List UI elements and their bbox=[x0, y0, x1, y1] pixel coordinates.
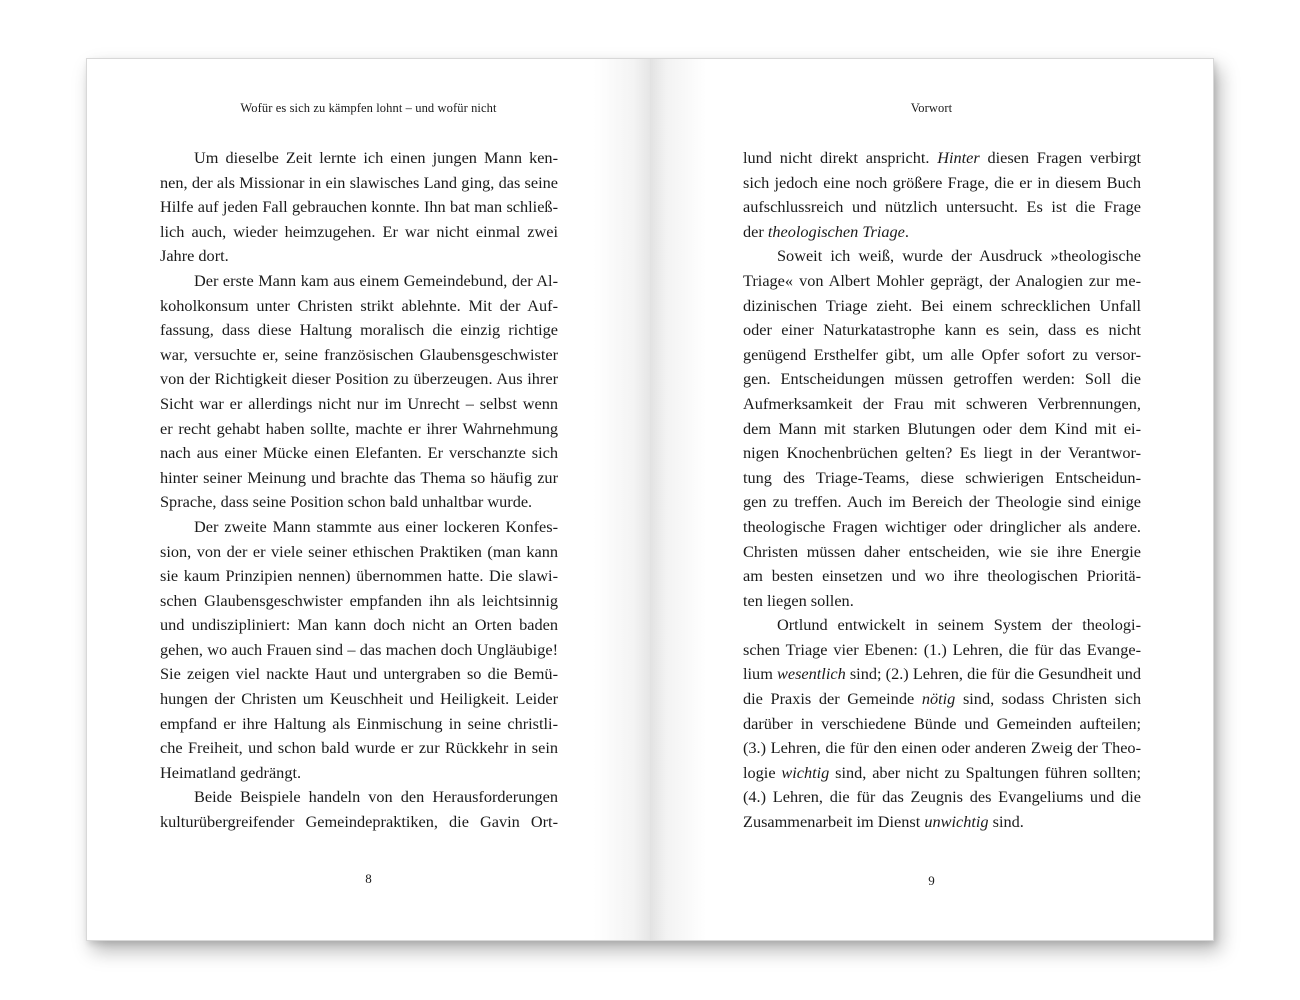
text-line: hinter seiner Meinung und brachte das Thema so häufig zur bbox=[160, 467, 558, 487]
text-line: koholkonsum unter Christen strikt ablehnte. Mit der Auf- bbox=[160, 295, 558, 315]
text-line: dizinischen Triage zieht. Bei einem schrecklichen Unfall bbox=[743, 295, 1141, 315]
left_page-paragraph bbox=[160, 515, 558, 786]
left_page-paragraph bbox=[160, 785, 558, 834]
text-line: sion, von der er viele seiner ethischen Praktiken (man kann bbox=[160, 541, 558, 561]
text-line: Sprache, dass seine Position schon bald unhaltbar wurde. bbox=[160, 492, 533, 512]
text-line: logie wichtig sind, aber nicht zu Spaltungen führen sollten; bbox=[743, 762, 1142, 782]
text-line: (4.) Lehren, die für das Zeugnis des Evangeliums und die bbox=[743, 787, 1141, 807]
book-spread bbox=[86, 58, 1214, 941]
text-line: lund nicht direkt anspricht. Hinter diesen Fragen verbirgt bbox=[743, 148, 1141, 167]
text-line: Aufmerksamkeit der Frau mit schweren Verbrennungen, bbox=[743, 393, 1141, 413]
text-line: nach aus einer Mücke einen Elefanten. Er verschanzte sich bbox=[160, 443, 558, 463]
text-line: die Praxis der Gemeinde nötig sind, sodass Christen sich bbox=[743, 689, 1141, 709]
right_page-paragraph bbox=[743, 244, 1141, 613]
text-line: der theologischen Triage. bbox=[743, 221, 909, 241]
text-line: sich jedoch eine noch größere Frage, die er in diesem Buch bbox=[743, 172, 1141, 192]
text-line: gen. Entscheidungen müssen getroffen werden: Soll die bbox=[743, 369, 1141, 389]
right-page bbox=[650, 58, 1214, 941]
text-line: Ortlund entwickelt in seinem System der theologi- bbox=[777, 615, 1141, 635]
text-line: Um dieselbe Zeit lernte ich einen jungen Mann ken- bbox=[194, 148, 558, 167]
text-line: che Freiheit, und schon bald wurde er zur Rückkehr in sein bbox=[160, 738, 558, 758]
text-line: dem Mann mit starken Blutungen oder dem Kind mit ei- bbox=[743, 418, 1141, 438]
text-line: ten liegen sollen. bbox=[743, 590, 854, 610]
text-line: und undiszipliniert: Man kann doch nicht an Orten baden bbox=[160, 615, 558, 635]
text-line: lium wesentlich sind; (2.) Lehren, die für die Gesundheit und bbox=[743, 664, 1141, 684]
text-line: Beide Beispiele handeln von den Herausforderungen bbox=[194, 787, 558, 807]
text-line: Der zweite Mann stammte aus einer lockeren Konfes- bbox=[194, 516, 558, 536]
text-line: oder einer Naturkatastrophe kann es sein, dass es nicht bbox=[743, 320, 1141, 340]
left_page-paragraph bbox=[160, 269, 558, 515]
text-line: sie kaum Prinzipien nennen) übernommen hatte. Die slawi- bbox=[160, 566, 558, 586]
text-line: nen, der als Missionar in ein slawisches Land ging, das seine bbox=[160, 172, 558, 192]
text-line: theologische Fragen wichtiger oder dringlicher als andere. bbox=[743, 516, 1141, 536]
text-line: Sie zeigen viel nackte Haut und untergraben so die Bemü- bbox=[160, 664, 558, 684]
text-line: nigen Knochenbrüchen gelten? Es liegt in der Verantwor- bbox=[743, 443, 1141, 463]
text-line: Hilfe auf jeden Fall gebrauchen konnte. Ihn bat man schließ- bbox=[160, 197, 558, 217]
page-number-right: 9 bbox=[928, 873, 935, 888]
text-line: schen Glaubensgeschwister empfanden ihn als leichtsinnig bbox=[160, 590, 558, 610]
text-line: kulturübergreifender Gemeindepraktiken, die Gavin Ort- bbox=[160, 812, 558, 832]
text-line: lich auch, wieder heimzugehen. Er war nicht einmal zwei bbox=[160, 221, 558, 241]
right_page-paragraph bbox=[743, 146, 1141, 244]
text-line: Christen müssen daher entscheiden, wie sie ihre Energie bbox=[743, 541, 1141, 561]
text-line: von der Richtigkeit dieser Position zu überzeugen. Aus ihrer bbox=[160, 369, 558, 389]
text-line: (3.) Lehren, die für den einen oder anderen Zweig der Theo- bbox=[743, 738, 1141, 758]
text-line: schen Triage vier Ebenen: (1.) Lehren, die für das Evange- bbox=[743, 639, 1141, 659]
text-line: Triage« von Albert Mohler geprägt, der Analogien zur me- bbox=[743, 270, 1141, 290]
text-line: war, versuchte er, seine französischen Glaubensgeschwister bbox=[160, 344, 558, 364]
left-page bbox=[86, 58, 650, 941]
text-line: Sicht war er allerdings nicht nur im Unrecht – selbst wenn bbox=[160, 393, 558, 413]
text-line: empfand er ihre Haltung als Einmischung in seine christli- bbox=[160, 713, 558, 733]
text-line: hungen der Christen um Keuschheit und Heiligkeit. Leider bbox=[160, 689, 558, 709]
text-line: darüber in verschiedene Bünde und Gemeinden aufteilen; bbox=[743, 713, 1141, 733]
text-line: Zusammenarbeit im Dienst unwichtig sind. bbox=[743, 812, 1024, 832]
text-line: am besten einsetzen und wo ihre theologischen Prioritä- bbox=[743, 566, 1141, 586]
right-body-text bbox=[743, 146, 1141, 835]
left-body-text bbox=[160, 146, 558, 835]
text-line: gen zu treffen. Auch im Bereich der Theologie sind einige bbox=[743, 492, 1141, 512]
text-line: Soweit ich weiß, wurde der Ausdruck »theologische bbox=[777, 246, 1141, 266]
text-line: Jahre dort. bbox=[160, 246, 229, 266]
text-line: Heimatland gedrängt. bbox=[160, 762, 302, 782]
right_page-paragraph bbox=[743, 613, 1141, 834]
text-line: tung des Triage-Teams, diese schwierigen Entscheidun- bbox=[743, 467, 1141, 487]
text-line: gehen, wo auch Frauen sind – das machen doch Ungläubige! bbox=[160, 639, 558, 659]
text-line: genügend Ersthelfer gibt, um alle Opfer sofort zu versor- bbox=[743, 344, 1141, 364]
page-number-left: 8 bbox=[365, 871, 372, 886]
text-line: fassung, dass diese Haltung moralisch die einzig richtige bbox=[160, 320, 558, 340]
text-line: Der erste Mann kam aus einem Gemeindebund, der Al- bbox=[194, 270, 558, 290]
left_page-paragraph bbox=[160, 146, 558, 269]
text-line: aufschlussreich und nützlich untersucht. Es ist die Frage bbox=[743, 197, 1141, 217]
running-head-right: Vorwort bbox=[910, 101, 953, 115]
running-head-left: Wofür es sich zu kämpfen lohnt – und wofür nicht bbox=[240, 101, 497, 115]
text-line: er recht gehabt haben sollte, machte er ihrer Wahrnehmung bbox=[160, 418, 558, 438]
